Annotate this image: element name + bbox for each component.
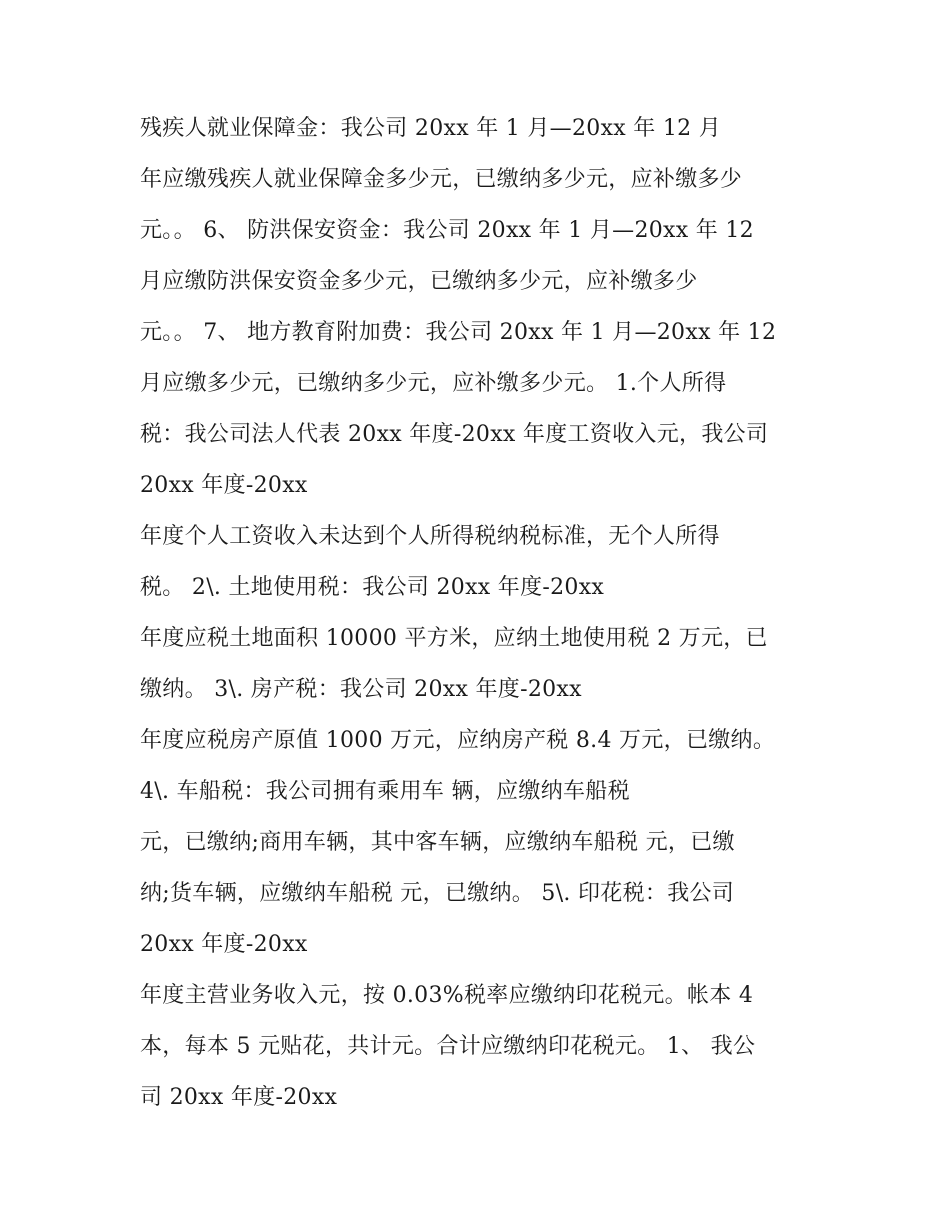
text-line-11: 年度应税土地面积 10000 平方米，应纳土地使用税 2 万元，已 (140, 626, 768, 651)
text-line-7: 税：我公司法人代表 20xx 年度-20xx 年度工资收入元，我公司 (140, 422, 769, 447)
text-line-9: 年度个人工资收入未达到个人所得税纳税标准，无个人所得 (140, 524, 720, 549)
text-line-13: 年度应税房产原值 1000 万元，应纳房产税 8.4 万元，已缴纳。 (140, 728, 776, 753)
text-line-17: 20xx 年度-20xx (140, 932, 308, 957)
text-line-19: 本，每本 5 元贴花，共计元。合计应缴纳印花税元。 1、 我公 (140, 1034, 756, 1059)
text-line-12: 缴纳。 3\. 房产税：我公司 20xx 年度-20xx (140, 677, 582, 702)
text-line-20: 司 20xx 年度-20xx (140, 1085, 338, 1110)
text-line-1: 残疾人就业保障金：我公司 20xx 年 1 月—20xx 年 12 月 (140, 116, 722, 141)
text-line-3: 元。。 6、 防洪保安资金：我公司 20xx 年 1 月—20xx 年 12 (140, 218, 754, 243)
document-body (140, 107, 820, 1127)
text-line-2: 年应缴残疾人就业保障金多少元，已缴纳多少元，应补缴多少 (140, 167, 743, 192)
text-line-16: 纳;货车辆，应缴纳车船税 元，已缴纳。 5\. 印花税：我公司 (140, 881, 735, 906)
text-line-6: 月应缴多少元，已缴纳多少元，应补缴多少元。 1.个人所得 (140, 371, 727, 396)
text-line-8: 20xx 年度-20xx (140, 473, 308, 498)
text-line-18: 年度主营业务收入元，按 0.03%税率应缴纳印花税元。帐本 4 (140, 983, 754, 1008)
text-line-14: 4\. 车船税：我公司拥有乘用车 辆，应缴纳车船税 (140, 779, 630, 804)
text-line-10: 税。 2\. 土地使用税：我公司 20xx 年度-20xx (140, 575, 605, 600)
text-line-15: 元，已缴纳;商用车辆，其中客车辆，应缴纳车船税 元，已缴 (140, 830, 735, 855)
text-line-4: 月应缴防洪保安资金多少元，已缴纳多少元，应补缴多少 (140, 269, 698, 294)
text-line-5: 元。。 7、 地方教育附加费：我公司 20xx 年 1 月—20xx 年 12 (140, 320, 777, 345)
